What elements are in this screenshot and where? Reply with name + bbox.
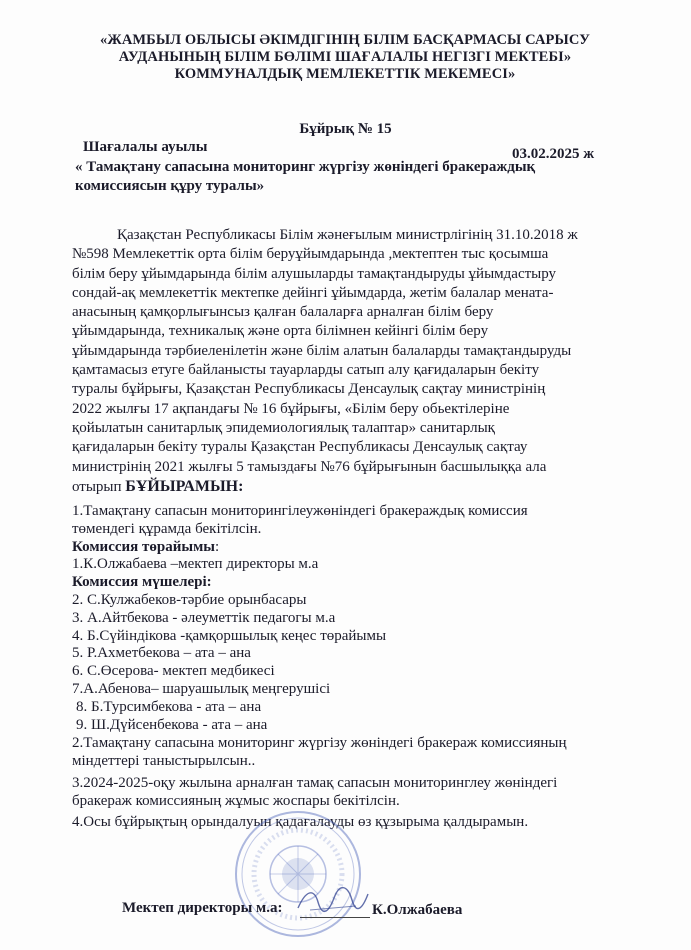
subject-line: « Тамақтану сапасына мониторинг жүргізу жөніндегі бракераждық (75, 159, 536, 175)
preamble-line: туралы бұйрығы, Қазақстан Республикасы Денсаулық сақтау министрінің (72, 381, 546, 398)
preamble-line: сондай-ақ мемлекеттік мектепке дейінгі ұйымдарда, жетім балалар мената- (72, 284, 554, 301)
preamble (72, 226, 691, 497)
chair-label: Комиссия төрайымы (72, 538, 216, 555)
order-date: 03.02.2025 ж (512, 146, 595, 162)
official-seal-stamp (232, 808, 364, 940)
village-name: Шағалалы ауылы (83, 139, 208, 155)
decree-word: БҰЙЫРАМЫН: (125, 477, 244, 495)
signature-line (300, 917, 370, 918)
item2-line: міндеттері таныстырылсын.. (72, 753, 256, 770)
item3-line: бракераж комиссияның жұмыс жоспары бекітілсін. (72, 792, 400, 809)
item4-line: 4.Осы бұйрықтың орындалуын қадағалауды өз құзырыма қалдырамын. (72, 813, 529, 830)
member-entry: 7.А.Абенова– шаруашылық меңгерушісі (72, 680, 331, 697)
preamble-line: қойылатын санитарлық эпидемиологиялық талаптар» санитарлық (72, 419, 495, 436)
preamble-line: білім беру ұйымдарында білім алушыларды тамақтандыруды ұйымдастыру (72, 265, 557, 282)
chair-heading (72, 539, 691, 557)
members-label: Комиссия мүшелері: (72, 574, 212, 591)
header-line: АУДАНЫНЫҢ БІЛІМ БӨЛІМІ ШАҒАЛАЛЫ НЕГІЗГІ МЕКТЕБІ» (118, 49, 572, 65)
order-items (72, 503, 691, 831)
order-title: Бұйрық № 15 (299, 121, 392, 137)
order-subject (75, 158, 635, 196)
header-line: КОММУНАЛДЫҚ МЕМЛЕКЕТТІК МЕКЕМЕСІ» (174, 66, 516, 82)
preamble-line: қамтамасыз етуге байланысты тауарларды сатып алу қағидаларын бекіту (72, 362, 540, 379)
member-entry: 8. Б.Турсимбекова - ата – ана (76, 698, 262, 715)
subject-line: комиссиясын құру туралы» (75, 178, 265, 194)
item3-line: 3.2024-2025-оқу жылына арналған тамақ сапасын мониторинглеу жөніндегі (72, 774, 558, 791)
member-entry: 6. С.Өсерова- мектеп медбикесі (72, 663, 275, 680)
preamble-line: анасының қамқорлығынсыз қалған балаларға арналған білім беру (72, 304, 494, 321)
item1-line: 1.Тамақтану сапасын мониторингілеужөніндегі бракераждық комиссия (72, 503, 528, 519)
signature-title: Мектеп директоры м.а: (122, 900, 283, 916)
preamble-line: министрінің 2021 жылғы 5 тамыздағы №76 бұйрығынын басшылыққа ала (72, 458, 547, 475)
preamble-line: ұйымдарында тәрбиеленілетін және білім алатын балаларды тамақтандыруды (72, 342, 572, 359)
header-line: «ЖАМБЫЛ ОБЛЫСЫ ӘКІМДІГІНІҢ БІЛІМ БАСҚАРМАСЫ САРЫСУ (100, 32, 590, 48)
handwritten-signature (292, 880, 372, 920)
member-entry: 3. А.Айтбекова - әлеуметтік педагогы м.а (72, 609, 336, 626)
member-entry: 2. С.Кулжабеков-тәрбие орынбасары (72, 591, 307, 608)
item1-line: төмендегі құрамда бекітілсін. (72, 520, 262, 537)
preamble-last-prefix: отырып (72, 478, 126, 495)
chair-entry: 1.К.Олжабаева –мектеп директоры м.а (72, 556, 319, 573)
organization-header (80, 32, 610, 83)
member-entry: 4. Б.Сүйіндікова -қамқоршылық кеңес төрайымы (72, 627, 387, 644)
member-entry: 5. Р.Ахметбекова – ата – ана (72, 645, 251, 662)
preamble-line: №598 Мемлекеттік орта білім беруұйымдарында ,мектептен тыс қосымша (72, 246, 549, 263)
member-entry: 9. Ш.Дүйсенбекова - ата – ана (76, 716, 268, 733)
preamble-last-line (72, 477, 691, 497)
preamble-line: Қазақстан Республикасы Білім жәнеғылым министрлігінің 31.10.2018 ж (117, 227, 578, 243)
preamble-line: ұйымдарында, техникалық және орта білімнен кейінгі білім беру (72, 323, 489, 340)
preamble-line: қағидаларын бекіту туралы Қазақстан Республикасы Денсаулық сақтау (72, 439, 528, 456)
preamble-line: 2022 жылғы 17 ақпандағы № 16 бұйрығы, «Білім беру обьектілеріне (72, 400, 510, 417)
item2-line: 2.Тамақтану сапасына мониторинг жүргізу жөніндегі бракераж комиссияның (72, 735, 567, 752)
signatory-name: К.Олжабаева (372, 902, 463, 918)
chair-colon: : (215, 538, 220, 555)
